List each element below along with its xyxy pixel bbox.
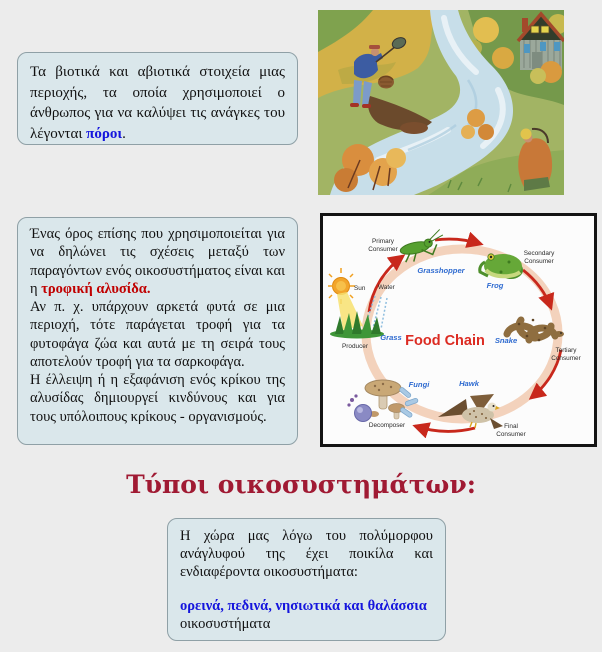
primary-consumer-label-1: Primary — [371, 238, 395, 245]
sun-label: Sun — [354, 285, 366, 292]
resources-definition-box — [17, 52, 298, 145]
autumn-bush — [386, 148, 406, 168]
ecosystem-types-list — [180, 598, 433, 634]
food-chain-paragraph-1 — [30, 225, 285, 298]
autumn-bush — [461, 125, 475, 139]
term-ecosystem-types: ορεινά, πεδινά, νησιωτικά και θαλάσσια — [180, 597, 427, 614]
final-consumer-label-1: Final — [504, 423, 518, 430]
arrow-hawk-to-fungi — [415, 426, 475, 431]
autumn-bush — [467, 109, 485, 127]
snake-label: Snake — [494, 336, 518, 345]
ecosystem-types-rest: οικοσυστήματα — [180, 615, 271, 632]
autumn-bush — [478, 124, 494, 140]
resources-text-suffix: . — [122, 126, 126, 143]
producer-label: Producer — [342, 343, 368, 350]
food-chain-diagram-image — [320, 213, 597, 447]
tertiary-consumer-label-1: Tertiary — [555, 347, 577, 354]
final-consumer-label-2: Consumer — [496, 431, 526, 438]
grass-icon — [330, 311, 384, 339]
water-label: Water — [378, 284, 395, 291]
frog-icon — [480, 254, 523, 279]
grass-label: Grass — [380, 333, 402, 342]
ecosystem-types-box — [167, 518, 446, 641]
ecosystem-types-intro: Η χώρα μας λόγω του πολύμορφου ανάγλυφού της έχει ποικίλα και ενδιαφέροντα οικοσυστήματα: — [180, 528, 433, 580]
term-trofiki-alysida: τροφική αλυσίδα. — [41, 280, 151, 297]
hawk-label: Hawk — [459, 379, 479, 388]
frog-label: Frog — [486, 281, 504, 290]
term-poroi: πόροι — [86, 126, 123, 143]
food-chain-paragraph-2: Αν π. χ. υπάρχουν αρκετά φυτά σε μια περιοχή, τότε παράγεται τροφή για τα φυτοφάγα ζώα και αυτά με τη σειρά τους αποτελούν τροφή για τα σαρκοφάγα. — [30, 299, 285, 370]
food-chain-paragraph-3: Η έλλειψη ή η εξαφάνιση ενός κρίκου της αλυσίδας δημιουργεί κινδύνους και για τους υπόλοιπους κρίκους - οργανισμούς. — [30, 372, 285, 425]
secondary-consumer-label-1: Secondary — [523, 250, 555, 257]
nature-painting-image — [318, 10, 564, 195]
tertiary-consumer-label-2: Consumer — [551, 355, 581, 362]
tree-blob — [473, 17, 499, 43]
arrow-grasshopper-to-frog — [435, 239, 481, 244]
grasshopper-label: Grasshopper — [417, 266, 465, 275]
primary-consumer-label-2: Consumer — [368, 246, 398, 253]
diagram-title: Food Chain — [405, 333, 485, 349]
food-chain-text-box — [17, 217, 298, 445]
fungi-label: Fungi — [408, 380, 430, 389]
secondary-consumer-label-2: Consumer — [524, 258, 554, 265]
resources-text — [30, 62, 285, 145]
tree-blob — [492, 47, 514, 69]
section-heading-ecosystem-types: Τύποι οικοσυστημάτων: — [126, 470, 476, 499]
rock-shape — [400, 122, 428, 134]
food-chain-p1-body: Ένας όρος επίσης που χρησιμοποιείται για να δηλώνει τις σχέσεις μεταξύ των παραγόντων ενός οικοσυστήματος είναι και η — [30, 226, 285, 297]
resources-text-body: Τα βιοτικά και αβιοτικά στοιχεία μιας περιοχής, τα οποία χρησιμοποιεί ο άνθρωπος για να καλύψει τις ανάγκες του λέγονται — [30, 64, 285, 143]
decomposer-label: Decomposer — [368, 422, 406, 429]
